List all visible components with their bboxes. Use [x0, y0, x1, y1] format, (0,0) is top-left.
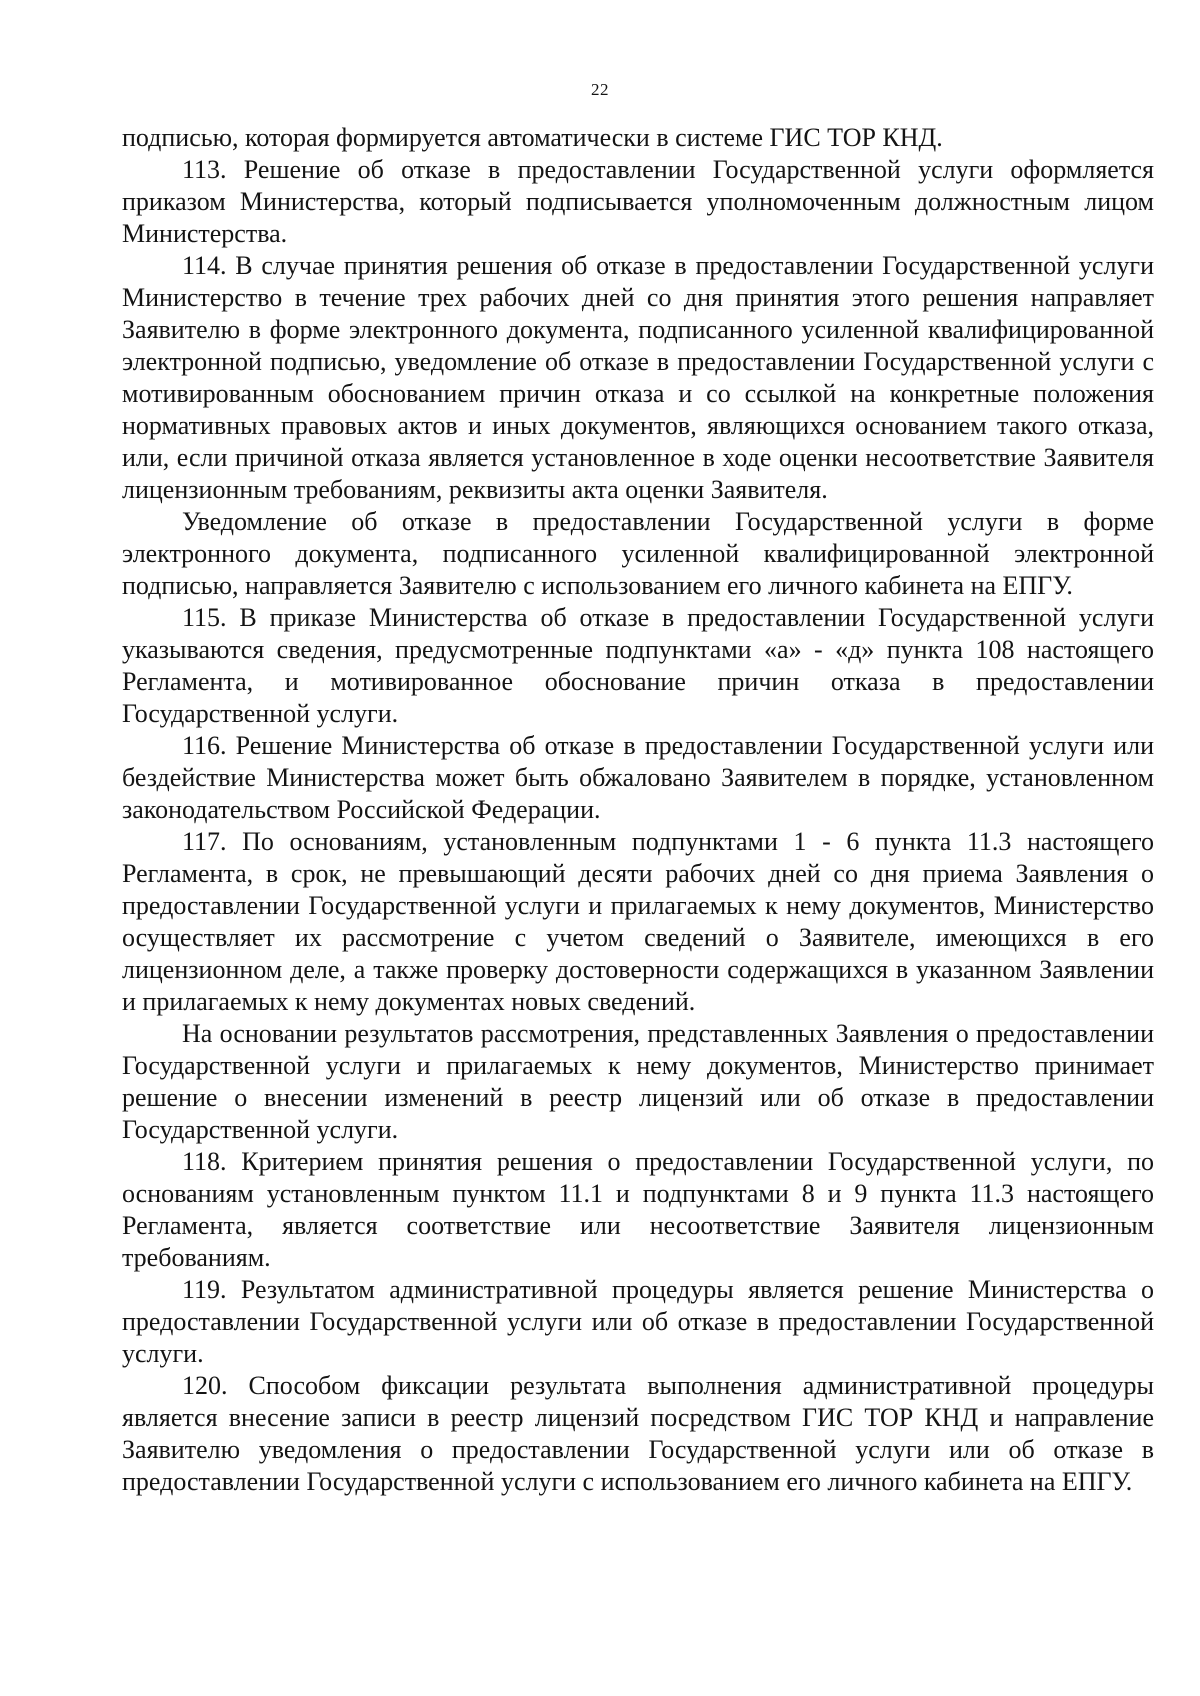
paragraph: На основании результатов рассмотрения, представленных Заявления о предоставлении Государственной услуги и прилагаемых к нему документов, Министерство принимает решение о внесении изменений в реестр лицензий или об отказе в предоставлении Государственной услуги. [122, 1019, 1154, 1144]
paragraph: 120. Способом фиксации результата выполнения административной процедуры является внесение записи в реестр лицензий посредством ГИС ТОР КНД и направление Заявителю уведомления о предоставлении Государственной услуги или об отказе в предоставлении Государственной услуги с использованием его личного кабинета на ЕПГУ. [122, 1371, 1154, 1496]
paragraph: Уведомление об отказе в предоставлении Государственной услуги в форме электронного документа, подписанного усиленной квалифицированной электронной подписью, направляется Заявителю с использованием его личного кабинета на ЕПГУ. [122, 507, 1154, 600]
paragraph: 113. Решение об отказе в предоставлении Государственной услуги оформляется приказом Министерства, который подписывается уполномоченным должностным лицом Министерства. [122, 155, 1154, 248]
document-body [122, 122, 1154, 1498]
paragraph: подписью, которая формируется автоматически в системе ГИС ТОР КНД. [122, 123, 943, 152]
paragraph: 114. В случае принятия решения об отказе в предоставлении Государственной услуги Министерство в течение трех рабочих дней со дня принятия этого решения направляет Заявителю в форме электронного документа, подписанного усиленной квалифицированной электронной подписью, уведомление об отказе в предоставлении Государственной услуги с мотивированным обоснованием причин отказа и со ссылкой на конкретные положения нормативных правовых актов и иных документов, являющихся основанием такого отказа, или, если причиной отказа является установленное в ходе оценки несоответствие Заявителя лицензионным требованиям, реквизиты акта оценки Заявителя. [122, 251, 1154, 504]
paragraph: 118. Критерием принятия решения о предоставлении Государственной услуги, по основаниям установленным пунктом 11.1 и подпунктами 8 и 9 пункта 11.3 настоящего Регламента, является соответствие или несоответствие Заявителя лицензионным требованиям. [122, 1147, 1154, 1272]
paragraph: 119. Результатом административной процедуры является решение Министерства о предоставлении Государственной услуги или об отказе в предоставлении Государственной услуги. [122, 1275, 1154, 1368]
paragraph: 115. В приказе Министерства об отказе в предоставлении Государственной услуги указываются сведения, предусмотренные подпунктами «а» - «д» пункта 108 настоящего Регламента, и мотивированное обоснование причин отказа в предоставлении Государственной услуги. [122, 603, 1154, 728]
page-number: 22 [591, 80, 609, 99]
paragraph: 117. По основаниям, установленным подпунктами 1 - 6 пункта 11.3 настоящего Регламента, в срок, не превышающий десяти рабочих дней со дня приема Заявления о предоставлении Государственной услуги и прилагаемых к нему документов, Министерство осуществляет их рассмотрение с учетом сведений о Заявителе, имеющихся в его лицензионном деле, а также проверку достоверности содержащихся в указанном Заявлении и прилагаемых к нему документах новых сведений. [122, 827, 1154, 1016]
paragraph: 116. Решение Министерства об отказе в предоставлении Государственной услуги или бездействие Министерства может быть обжаловано Заявителем в порядке, установленном законодательством Российской Федерации. [122, 731, 1154, 824]
